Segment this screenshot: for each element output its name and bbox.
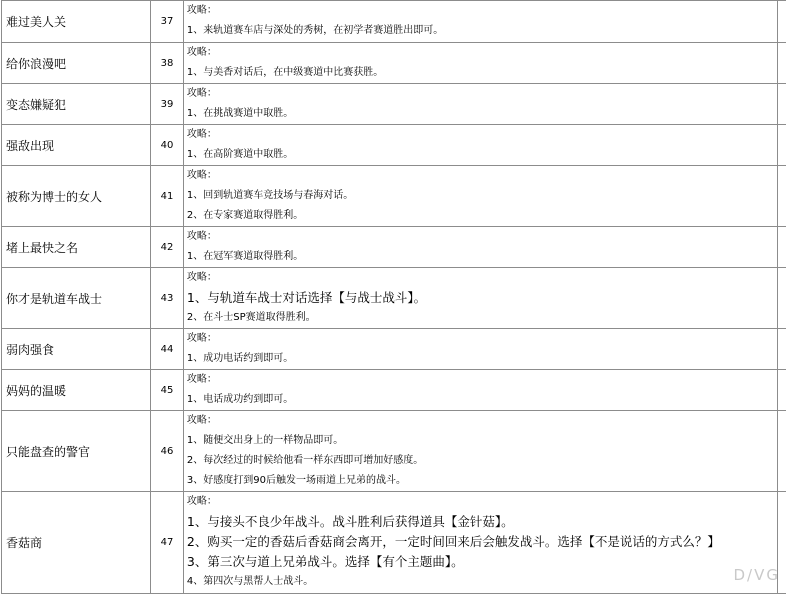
strategy-step: 1、来轨道赛车店与深处的秀树，在初学者赛道胜出即可。: [187, 21, 778, 41]
strategy-cell: [183, 125, 778, 166]
table-row: [2, 492, 786, 594]
strategy-cell: [183, 43, 778, 84]
strategy-heading: 攻略：: [187, 329, 778, 349]
quest-number-cell: 37: [151, 1, 184, 43]
table-row: [2, 227, 786, 268]
table-row: [2, 166, 786, 227]
strategy-heading: 攻略：: [187, 227, 778, 247]
strategy-cell: [183, 166, 778, 227]
watermark: D/VG: [734, 566, 781, 584]
quest-name-cell: 给你浪漫吧: [2, 43, 151, 84]
table-row: [2, 329, 786, 370]
quest-name-cell: 弱肉强食: [2, 329, 151, 370]
empty-cell: [778, 125, 786, 166]
empty-cell: [778, 411, 786, 492]
strategy-step: 1、与接头不良少年战斗。战斗胜利后获得道具【金针菇】。: [187, 512, 778, 532]
strategy-step: 1、回到轨道赛车竞技场与春海对话。: [187, 186, 778, 206]
strategy-step: 3、好感度打到90后触发一场雨道上兄弟的战斗。: [187, 471, 778, 491]
strategy-step: 2、每次经过的时候给他看一样东西即可增加好感度。: [187, 451, 778, 471]
strategy-cell: [183, 370, 778, 411]
quest-number-cell: 41: [151, 166, 184, 227]
strategy-step: 1、与轨道车战士对话选择【与战士战斗】。: [187, 288, 778, 308]
quest-number-cell: 46: [151, 411, 184, 492]
quest-number-cell: 42: [151, 227, 184, 268]
strategy-cell: [183, 492, 778, 594]
strategy-step: 2、在斗士SP赛道取得胜利。: [187, 308, 778, 328]
strategy-heading: 攻略：: [187, 370, 778, 390]
quest-name-cell: 变态嫌疑犯: [2, 84, 151, 125]
strategy-heading: 攻略：: [187, 166, 778, 186]
strategy-step: 1、与美香对话后，在中级赛道中比赛获胜。: [187, 63, 778, 83]
walkthrough-table: [1, 0, 786, 594]
quest-number-cell: 38: [151, 43, 184, 84]
strategy-step: 1、在高阶赛道中取胜。: [187, 145, 778, 165]
strategy-heading: 攻略：: [187, 125, 778, 145]
strategy-step: 1、在挑战赛道中取胜。: [187, 104, 778, 124]
strategy-step: 4、第四次与黑帮人士战斗。: [187, 572, 778, 592]
empty-cell: [778, 268, 786, 329]
quest-name-cell: 香菇商: [2, 492, 151, 594]
strategy-step: 3、第三次与道上兄弟战斗。选择【有个主题曲】。: [187, 552, 778, 572]
table-body: [2, 1, 786, 594]
table-row: [2, 1, 786, 43]
table-row: [2, 43, 786, 84]
strategy-cell: [183, 329, 778, 370]
strategy-cell: [183, 84, 778, 125]
strategy-heading: 攻略：: [187, 411, 778, 431]
quest-number-cell: 40: [151, 125, 184, 166]
quest-name-cell: 只能盘查的警官: [2, 411, 151, 492]
strategy-cell: [183, 1, 778, 43]
strategy-step: 1、电话成功约到即可。: [187, 390, 778, 410]
strategy-step: 1、成功电话约到即可。: [187, 349, 778, 369]
strategy-heading: 攻略：: [187, 43, 778, 63]
quest-name-cell: 你才是轨道车战士: [2, 268, 151, 329]
strategy-cell: [183, 268, 778, 329]
table-row: [2, 370, 786, 411]
empty-cell: [778, 329, 786, 370]
strategy-step: 2、在专家赛道取得胜利。: [187, 206, 778, 226]
strategy-cell: [183, 227, 778, 268]
quest-name-cell: 难过美人关: [2, 1, 151, 43]
empty-cell: [778, 166, 786, 227]
strategy-step: 1、在冠军赛道取得胜利。: [187, 247, 778, 267]
empty-cell: [778, 84, 786, 125]
table-row: [2, 125, 786, 166]
strategy-step: 2、购买一定的香菇后香菇商会离开，一定时间回来后会触发战斗。选择【不是说话的方式么？】: [187, 532, 778, 552]
strategy-heading: 攻略：: [187, 492, 778, 512]
strategy-heading: 攻略：: [187, 84, 778, 104]
empty-cell: [778, 43, 786, 84]
quest-number-cell: 39: [151, 84, 184, 125]
table-row: [2, 84, 786, 125]
quest-number-cell: 44: [151, 329, 184, 370]
quest-name-cell: 妈妈的温暖: [2, 370, 151, 411]
quest-name-cell: 堵上最快之名: [2, 227, 151, 268]
empty-cell: [778, 1, 786, 43]
empty-cell: [778, 370, 786, 411]
strategy-heading: 攻略：: [187, 1, 778, 21]
strategy-step: 1、随便交出身上的一样物品即可。: [187, 431, 778, 451]
strategy-heading: 攻略：: [187, 268, 778, 288]
quest-name-cell: 被称为博士的女人: [2, 166, 151, 227]
quest-number-cell: 47: [151, 492, 184, 594]
table-row: [2, 411, 786, 492]
empty-cell: [778, 227, 786, 268]
quest-number-cell: 43: [151, 268, 184, 329]
strategy-cell: [183, 411, 778, 492]
table-row: [2, 268, 786, 329]
quest-name-cell: 强敌出现: [2, 125, 151, 166]
quest-number-cell: 45: [151, 370, 184, 411]
